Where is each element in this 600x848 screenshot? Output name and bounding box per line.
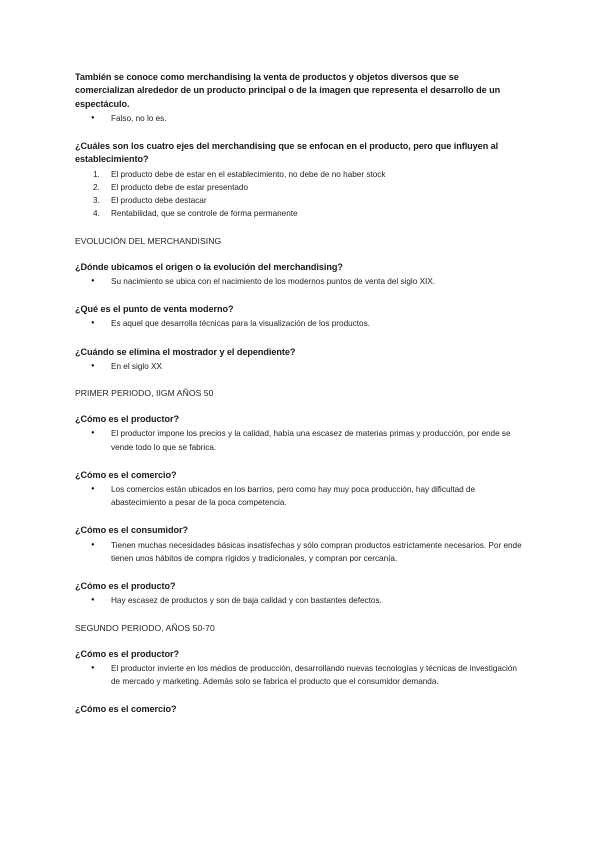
numbered-item: 1. El producto debe de estar en el establecimiento, no debe de no haber stock [93,169,386,179]
answer-item: ● En el siglo XX [111,360,527,373]
answer-list [75,539,527,565]
answer-list [75,112,527,125]
answer-item: ● El productor invierte en los medios de producción, desarrollando nuevas tecnologías y técnicas de investigación de mercado y marketing. Además solo se fabrica el producto que el consumidor demanda. [111,662,527,688]
answer-item: ● Es aquel que desarrolla técnicas para la visualización de los productos. [111,317,527,330]
question-heading: ¿Cómo es el comercio? [75,469,177,480]
document-content [75,71,527,717]
question-heading: ¿Cómo es el producto? [75,581,176,592]
answer-item: ● Los comercios están ubicados en los barrios, pero como hay muy poca producción, hay dificultad de abastecimiento a pesar de la poca competencia. [111,483,527,509]
question-heading: ¿Dónde ubicamos el origen o la evolución del merchandising? [75,261,343,272]
answer-item: ● Su nacimiento se ubica con el nacimiento de los modernos puntos de venta del siglo XIX. [111,275,527,288]
answer-list [75,483,527,509]
section-heading: PRIMER PERIODO, IIGM AÑOS 50 [75,388,214,398]
answer-list [75,317,527,330]
question-heading: También se conoce como merchandising la venta de productos y objetos diversos que se comercializan alrededor de un producto principal o de la imagen que representa el desarrollo de un espectáculo. [75,72,501,109]
answer-list [75,594,527,607]
section-heading: SEGUNDO PERIODO, AÑOS 50-70 [75,622,215,633]
question-heading: ¿Cómo es el consumidor? [75,525,189,536]
question-heading: ¿Cómo es el productor? [75,648,179,659]
question-heading: ¿Qué es el punto de venta moderno? [75,304,234,314]
answer-item: ● Falso, no lo es. [111,112,527,125]
answer-item: ● Hay escasez de productos y son de baja calidad y con bastantes defectos. [111,594,527,607]
answer-list [75,427,527,453]
question-heading: ¿Cuáles son los cuatro ejes del merchandising que se enfocan en el producto, pero que influyen al establecimiento? [75,141,499,165]
question-heading: ¿Cómo es el productor? [75,414,179,424]
question-heading: ¿Cuándo se elimina el mostrador y el dependiente? [75,346,296,357]
question-heading: ¿Cómo es el comercio? [75,704,177,715]
numbered-list [75,168,527,221]
answer-list [75,275,527,288]
answer-item: ● Tienen muchas necesidades básicas insatisfechas y sólo compran productos estrictamente necesarios. Por ende tienen unos hábitos de compra rígidos y tradicionales, y compran por cercanía. [111,539,527,565]
section-heading: EVOLUCIÓN DEL MERCHANDISING [75,235,222,246]
numbered-item: 3. El producto debe destacar [93,196,207,206]
answer-item: ● El productor impone los precios y la calidad, había una escasez de materias primas y producción, por ende se vende todo lo que se fabrica. [111,427,527,453]
answer-list [75,662,527,688]
numbered-item: 4. Rentabilidad, que se controle de forma permanente [93,209,298,219]
numbered-item: 2. El producto debe de estar presentado [93,182,249,192]
answer-list [75,360,527,373]
